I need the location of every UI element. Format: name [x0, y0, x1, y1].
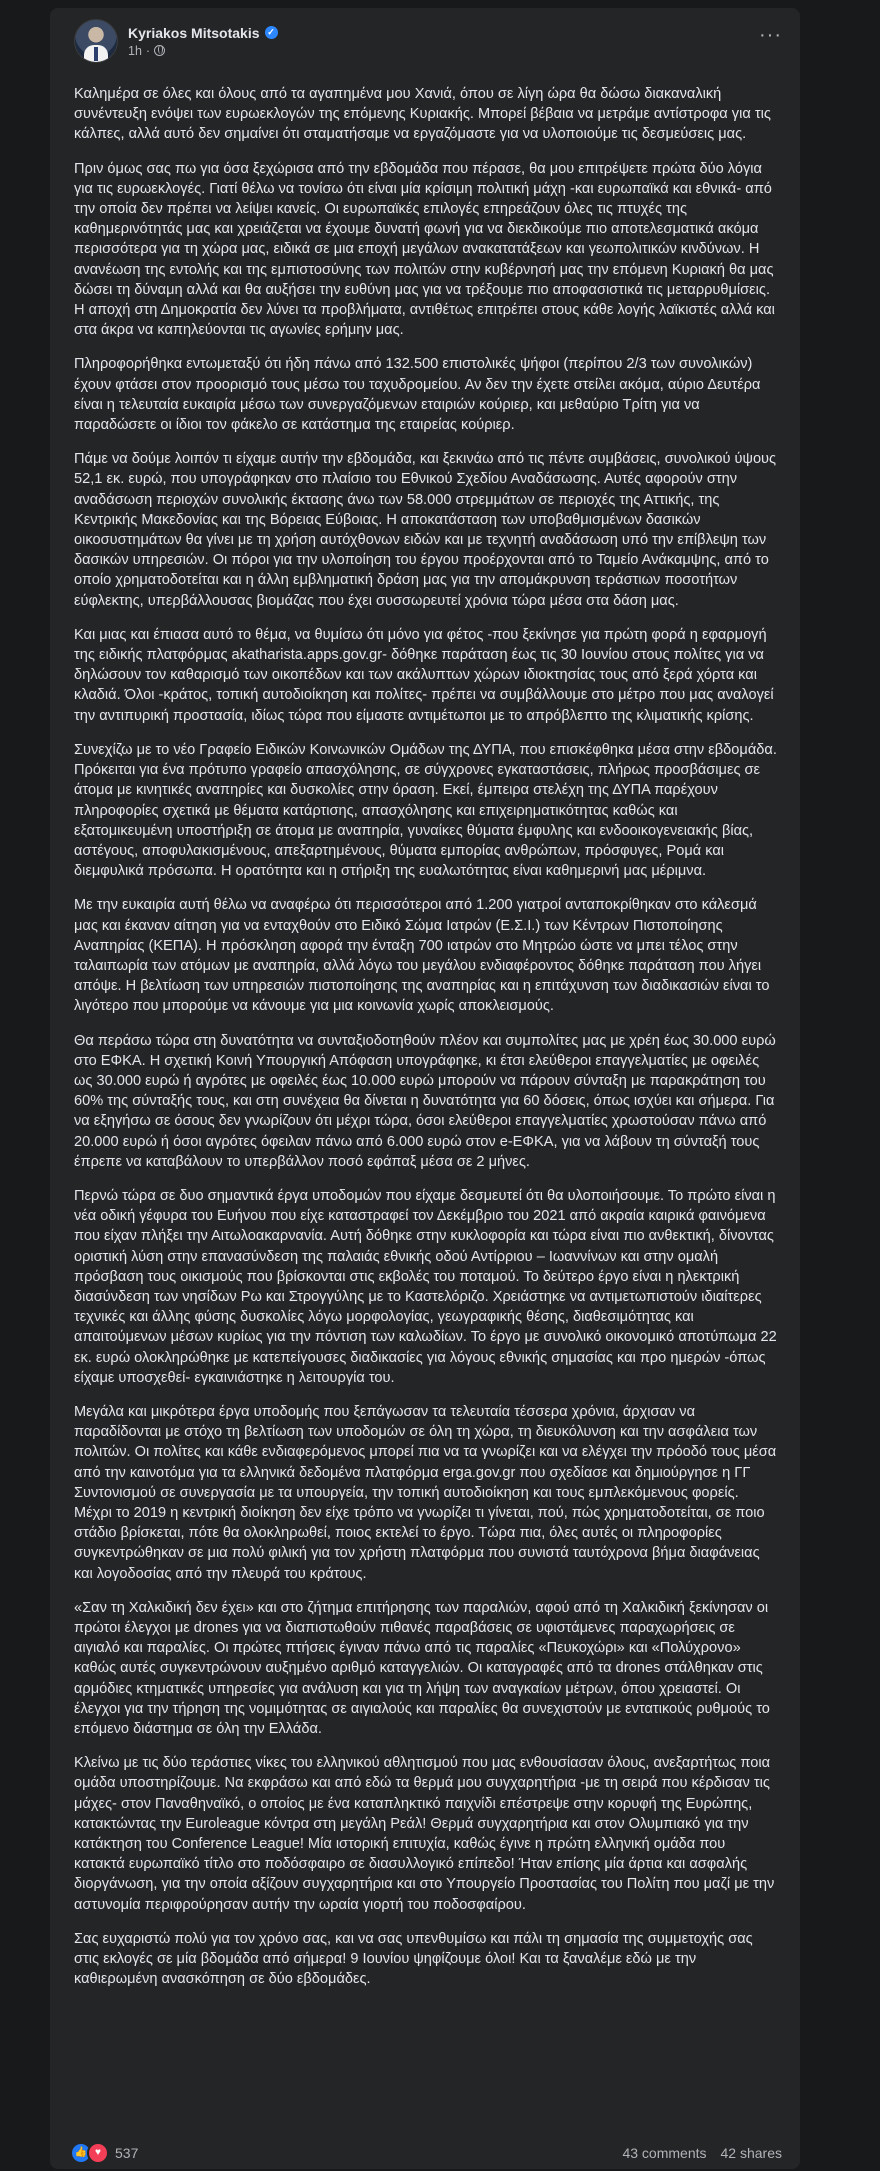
post-header [74, 19, 278, 63]
post-paragraph: Με την ευκαιρία αυτή θέλω να αναφέρω ότι περισσότεροι από 1.200 γιατροί ανταποκρίθηκαν στο κάλεσμά μας και έκαναν αίτηση για να ενταχθούν στο Ειδικό Σώμα Ιατρών (Ε.Σ.Ι.) των Κέντρων Πιστοποίησης Αναπηρίας (ΚΕΠΑ). Η πρόσκληση αφορά την ένταξη 700 ιατρών στο Μητρώο ώστε να μπει τέλος στην ταλαιπωρία των ατόμων με αναπηρία, αλλά λόγω του μεγάλου ενδιαφέροντος δόθηκε παράταση που λήγει απόψε. Η βελτίωση των υπηρεσιών πιστοποίησης της αναπηρίας και η επιτάχυνση των διαδικασιών είναι το λιγότερο που μπορούμε να κάνουμε για μια κοινωνία χωρίς αποκλεισμούς. [74, 897, 770, 1015]
reactions-count[interactable]: 537 [115, 2145, 139, 2161]
shares-count[interactable]: 42 shares [720, 2145, 782, 2161]
like-reaction-icon: 👍 [70, 2142, 92, 2164]
author-avatar[interactable] [74, 19, 118, 63]
post-paragraph: Πληροφορήθηκα εντωμεταξύ ότι ήδη πάνω από 132.500 επιστολικές ψήφοι (περίπου 2/3 των συνολικών) έχουν φτάσει στον προορισμό τους μέσω του ταχυδρομείου. Αν δεν την έχετε στείλει ακόμα, αύριο Δευτέρα είναι η τελευταία ευκαιρία μέσω των συνεργαζόμενων εταιριών κούριερ, και μεθαύριο Τρίτη για να παραδώσετε οι ίδιοι τον φάκελο σε κατάστημα της εταιρείας κούριερ. [74, 356, 761, 434]
post-time[interactable]: 1h [128, 43, 142, 58]
post-paragraph: Πάμε να δούμε λοιπόν τι είχαμε αυτήν την εβδομάδα, και ξεκινάω από τις πέντε συμβάσεις, συνολικού ύψους 52,1 εκ. ευρώ, που υπογράφηκαν στο πλαίσιο του Εθνικού Σχεδίου Αναδάσωσης. Αυτές αφορούν στην αναδάσωση περιοχών συνολικής έκτασης άνω των 58.000 στρεμμάτων σε περιοχές της Αττικής, της Κεντρικής Μακεδονίας και της Βόρειας Εύβοιας. Η αποκατάσταση των υποβαθμισμένων δασικών οικοσυστημάτων θα γίνει με τη χρήση αυτόχθονων ειδών και με τεχνητή αναδάσωση υπό την επίβλεψη των δασικών υπηρεσιών. Οι πόροι για την υλοποίηση του έργου προέρχονται από το Ταμείο Ανάκαμψης, από το οποίο χρηματοδοτείται και η άλλη εμβληματική δράση μας για την απομάκρυνση τεράστιων ποσοτήτων εύφλεκτης, υπερβάλλουσας βιομάζας που έχει συσσωρευτεί χρόνια τώρα μέσα στα δάση μας. [74, 451, 777, 609]
comments-count[interactable]: 43 comments [622, 2145, 707, 2161]
love-reaction-icon: ♥ [87, 2142, 109, 2164]
post-paragraph: Καλημέρα σε όλες και όλους από τα αγαπημένα μου Χανιά, όπου σε λίγη ώρα θα δώσω διακαναλική συνέντευξη ενόψει των ευρωεκλογών της επόμενης Κυριακής. Μπορεί βέβαια να μετράμε αντίστροφα για τις κάλπες, αλλά αυτό δεν σημαίνει ότι σταματήσαμε να εργαζόμαστε για να υλοποιούμε τις δεσμεύσεις μας. [74, 86, 771, 143]
post-paragraph: Πριν όμως σας πω για όσα ξεχώρισα από την εβδομάδα που πέρασε, θα μου επιτρέψετε πρώτα δύο λόγια για τις ευρωεκλογές. Γιατί θέλω να τονίσω ότι είναι μία κρίσιμη πολιτική μάχη -και ευρωπαϊκά και εθνικά- από την οποία δεν πρέπει να λείψει κανείς. Οι ευρωπαϊκές επιλογές επηρεάζουν όλες τις πτυχές της καθημερινότητάς μας και χρειάζεται να έχουμε δυνατή φωνή για να διεκδικούμε πιο αποτελεσματικά ακόμα περισσότερα για τη χώρα μας, ειδικά σε μια εποχή μεγάλων ανακατατάξεων και γεωπολιτικών κινδύνων. Η ανανέωση της εντολής και της εμπιστοσύνης των πολιτών στην κυβέρνησή μας την επόμενη Κυριακή θα μας δώσει τη δύναμη αλλά και θα αυξήσει την ευθύνη μας για να τρέξουμε πιο αποφασιστικά τις μεταρρυθμίσεις. Η αποχή στη Δημοκρατία δεν λύνει τα προβλήματα, αντιθέτως επιτρέπει στους κάθε λογής λαϊκιστές αλλά και στα άκρα να καπηλεύονται τις αγωνίες ερήμην μας. [74, 160, 775, 339]
verified-badge-icon: ✓ [265, 26, 278, 39]
post-paragraph: Κλείνω με τις δύο τεράστιες νίκες του ελληνικού αθλητισμού που μας ενθουσίασαν όλους, ανεξαρτήτως ποια ομάδα υποστηρίζουμε. Να εκφράσω και από εδώ τα θερμά μου συγχαρητήρια -με τη σειρά που κέρδισαν τις μάχες- στον Παναθηναϊκό, ο οποίος με ένα καταπληκτικό παιχνίδι επέστρεψε στην κορυφή της Ευρώπης, κατακτώντας την Euroleague κόντρα στη μεγάλη Ρεάλ! Θερμά συγχαρητήρια και στον Ολυμπιακό για την κατάκτηση του Conference League! Μία ιστορική επιτυχία, καθώς έγινε η πρώτη ελληνική ομάδα που κατακτά ευρωπαϊκό τίτλο στο ποδόσφαιρο σε διασυλλογικό επίπεδο! Ήταν επίσης μία άρτια και ασφαλής διοργάνωση, για την οποία αξίζουν συγχαρητήρια και στο Υπουργείο Προστασίας του Πολίτη που μαζί με την αστυνομία περιφρούρησαν αυτήν την ωραία γιορτή του ποδοσφαίρου. [74, 1755, 775, 1913]
more-options-icon[interactable]: ··· [759, 24, 782, 46]
author-name-row [128, 25, 278, 41]
post-footer [70, 2141, 782, 2165]
separator-dot: · [145, 43, 151, 58]
post-paragraph: Περνώ τώρα σε δυο σημαντικά έργα υποδομών που είχαμε δεσμευτεί ότι θα υλοποιήσουμε. Το πρώτο είναι η νέα οδική γέφυρα του Ευήνου που είχε καταστραφεί τον Δεκέμβριο του 2021 από ακραία καιρικά φαινόμενα που είχαν πλήξει την Αιτωλοακαρνανία. Αυτή δόθηκε στην κυκλοφορία και τώρα είναι πιο ανθεκτική, δίνοντας οριστική λύση στην επανασύνδεση της παλαιάς εθνικής οδού Αντίρριου – Ιωαννίνων και στην ομαλή πρόσβαση τους οικισμούς που βρίσκονται στις εκβολές του ποταμού. Το δεύτερο έργο είναι η ηλεκτρική διασύνδεση των νησίδων Ρω και Στρογγύλης με το Καστελόριζο. Χρειάστηκε να αντιμετωπιστούν ιδιαίτερες τεχνικές και άλλης φύσης δυσκολίες λόγω μορφολογίας, γεωγραφικής θέσης, διαθεσιμότητας και απαιτούμενων μέσων κυρίως για την πόντιση των καλωδίων. Το έργο με συνολικό οικονομικό αποτύπωμα 22 εκ. ευρώ ολοκληρώθηκε με κατεπείγουσες διαδικασίες για λόγους εθνικής σημασίας και προ ημερών -όπως είχαμε υποσχεθεί- εγκαινιάστηκε η λειτουργία του. [74, 1187, 777, 1386]
globe-icon[interactable] [154, 45, 165, 56]
post-meta [128, 44, 278, 58]
author-name[interactable]: Kyriakos Mitsotakis [128, 24, 260, 41]
post-paragraph: Και μιας και έπιασα αυτό το θέμα, να θυμίσω ότι μόνο για φέτος -που ξεκίνησε για πρώτη φορά η εφαρμογή της ειδικής πλατφόρμας akatharista.apps.gov.gr- δόθηκε παράταση έως τις 30 Ιουνίου στους πολίτες για να δηλώσουν τον καθαρισμό των οικοπέδων και των ακάλυπτων χώρων ιδιοκτησίας τους από ξερά χόρτα και κλαδιά. Όλοι -κράτος, τοπική αυτοδιοίκηση και πολίτες- πρέπει να συμβάλλουμε στο μέτρο που μας αναλογεί την αντιπυρική προστασία, ιδίως τώρα που είμαστε αντιμέτωποι με το απρόβλεπτο της κλιματικής κρίσης. [74, 626, 774, 724]
post-text [74, 84, 778, 2003]
author-info [128, 25, 278, 58]
post-paragraph: «Σαν τη Χαλκιδική δεν έχει» και στο ζήτημα επιτήρησης των παραλιών, αφού από τη Χαλκιδική ξεκίνησαν οι πρώτοι έλεγχοι με drones για να διαπιστωθούν πιθανές παραβάσεις σε υφιστάμενες παραχωρήσεις σε αιγιαλό και παραλίες. Οι πρώτες πτήσεις έγιναν πάνω από τις παραλίες «Πευκοχώρι» και «Πολύχρονο» καθώς αυτές συγκεντρώνουν αυξημένο αριθμό καταγγελιών. Οι καταγραφές από τα drones στάλθηκαν στις αρμόδιες κτηματικές υπηρεσίες για ανάλυση και για τη λήψη των αναγκαίων μέτρων, όπου χρειαστεί. Οι έλεγχοι για την τήρηση της νομιμότητας σε αιγιαλούς και παραλίες θα συνεχιστούν με εντατικούς ρυθμούς το επόμενο διάστημα σε όλη την Ελλάδα. [74, 1599, 770, 1738]
post-paragraph: Σας ευχαριστώ πολύ για τον χρόνο σας, και να σας υπενθυμίσω και πάλι τη σημασία της συμμετοχής σας στις εκλογές σε μία βδομάδα από σήμερα! 9 Ιουνίου ψηφίζουμε όλοι! Και τα ξαναλέμε εδώ με την καθιερωμένη ανασκόπηση σε δύο εβδομάδες. [74, 1930, 753, 1988]
facebook-post [50, 8, 800, 2169]
post-paragraph: Θα περάσω τώρα στη δυνατότητα να συνταξιοδοτηθούν πλέον και συμπολίτες μας με χρέη έως 30.000 ευρώ στο ΕΦΚΑ. Η σχετική Κοινή Υπουργική Απόφαση υπογράφηκε, κι έτσι ελεύθεροι επαγγελματίες με οφειλές ως 30.000 ευρώ ή αγρότες με οφειλές έως 10.000 ευρώ μπορούν να πάρουν σύνταξη με παρακράτηση του 60% της σύνταξής τους, και στη συνέχεια θα δίνεται η δυνατότητα για 60 δόσεις, όπως ισχύει και σήμερα. Για να εξηγήσω σε όσους δεν γνωρίζουν ότι μέχρι τώρα, όσοι ελεύθεροι επαγγελματίες χρωστούσαν πάνω από 20.000 ευρώ ή όσοι αγρότες όφειλαν πάνω από 6.000 ευρώ στον e-ΕΦΚΑ, για να λάβουν τη σύνταξή τους έπρεπε να καταβάλουν το υπερβάλλον ποσό εφάπαξ μέσα σε 2 μήνες. [74, 1032, 776, 1170]
post-paragraph: Συνεχίζω με το νέο Γραφείο Ειδικών Κοινωνικών Ομάδων της ΔΥΠΑ, που επισκέφθηκα μέσα στην εβδομάδα. Πρόκειται για ένα πρότυπο γραφείο απασχόλησης, σε σύγχρονες εγκαταστάσεις, πλήρως προσβάσιμες σε άτομα με κινητικές αναπηρίες και δυσκολίες στην όραση. Εκεί, έμπειρα στελέχη της ΔΥΠΑ παρέχουν πληροφορίες σχετικά με θέματα κατάρτισης, απασχόλησης και επιχειρηματικότητας καθώς και εξατομικευμένη υποστήριξη σε άτομα με αναπηρία, γυναίκες θύματα έμφυλης και ενδοοικογενειακής βίας, αστέγους, αποφυλακισμένους, απεξαρτημένους, θύματα εμπορίας ανθρώπων, πρόσφυγες, Ρομά και διεμφυλικά πρόσωπα. Η ορατότητα και η στήριξη της ευαλωτότητας είναι καθημερινή μας μέριμνα. [74, 741, 777, 880]
reaction-summary[interactable] [70, 2142, 138, 2164]
post-paragraph: Μεγάλα και μικρότερα έργα υποδομής που ξεπάγωσαν τα τελευταία τέσσερα χρόνια, άρχισαν να παραδίδονται με στόχο τη βελτίωση των υποδομών σε όλη τη χώρα, τη διευκόλυνση και την ασφάλεια των πολιτών. Οι πολίτες και κάθε ενδιαφερόμενος μπορεί πια να τα γνωρίζει και να ελέγχει την πρόοδό τους μέσα από την καινοτόμα για τα ελληνικά δεδομένα πλατφόρμα erga.gov.gr που σχεδίασε και δημιούργησε η ΓΓ Συντονισμού σε συνεργασία με τα υπουργεία, την τοπική αυτοδιοίκηση και τους εμπλεκόμενους φορείς. Μέχρι το 2019 η κεντρική διοίκηση δεν είχε τρόπο να γνωρίζει τι γίνεται, πού, πώς χρηματοδοτείται, σε ποιο στάδιο βρίσκεται, πότε θα ολοκληρωθεί, ποιος εκτελεί το έργο. Τώρα πια, όλες αυτές οι πληροφορίες συγκεντρώθηκαν σε μια πολύ φιλική για τον χρήστη πλατφόρμα που συνιστά ταυτόχρονα βήμα διαφάνειας και λογοδοσίας από την πλευρά του κράτους. [74, 1403, 777, 1582]
